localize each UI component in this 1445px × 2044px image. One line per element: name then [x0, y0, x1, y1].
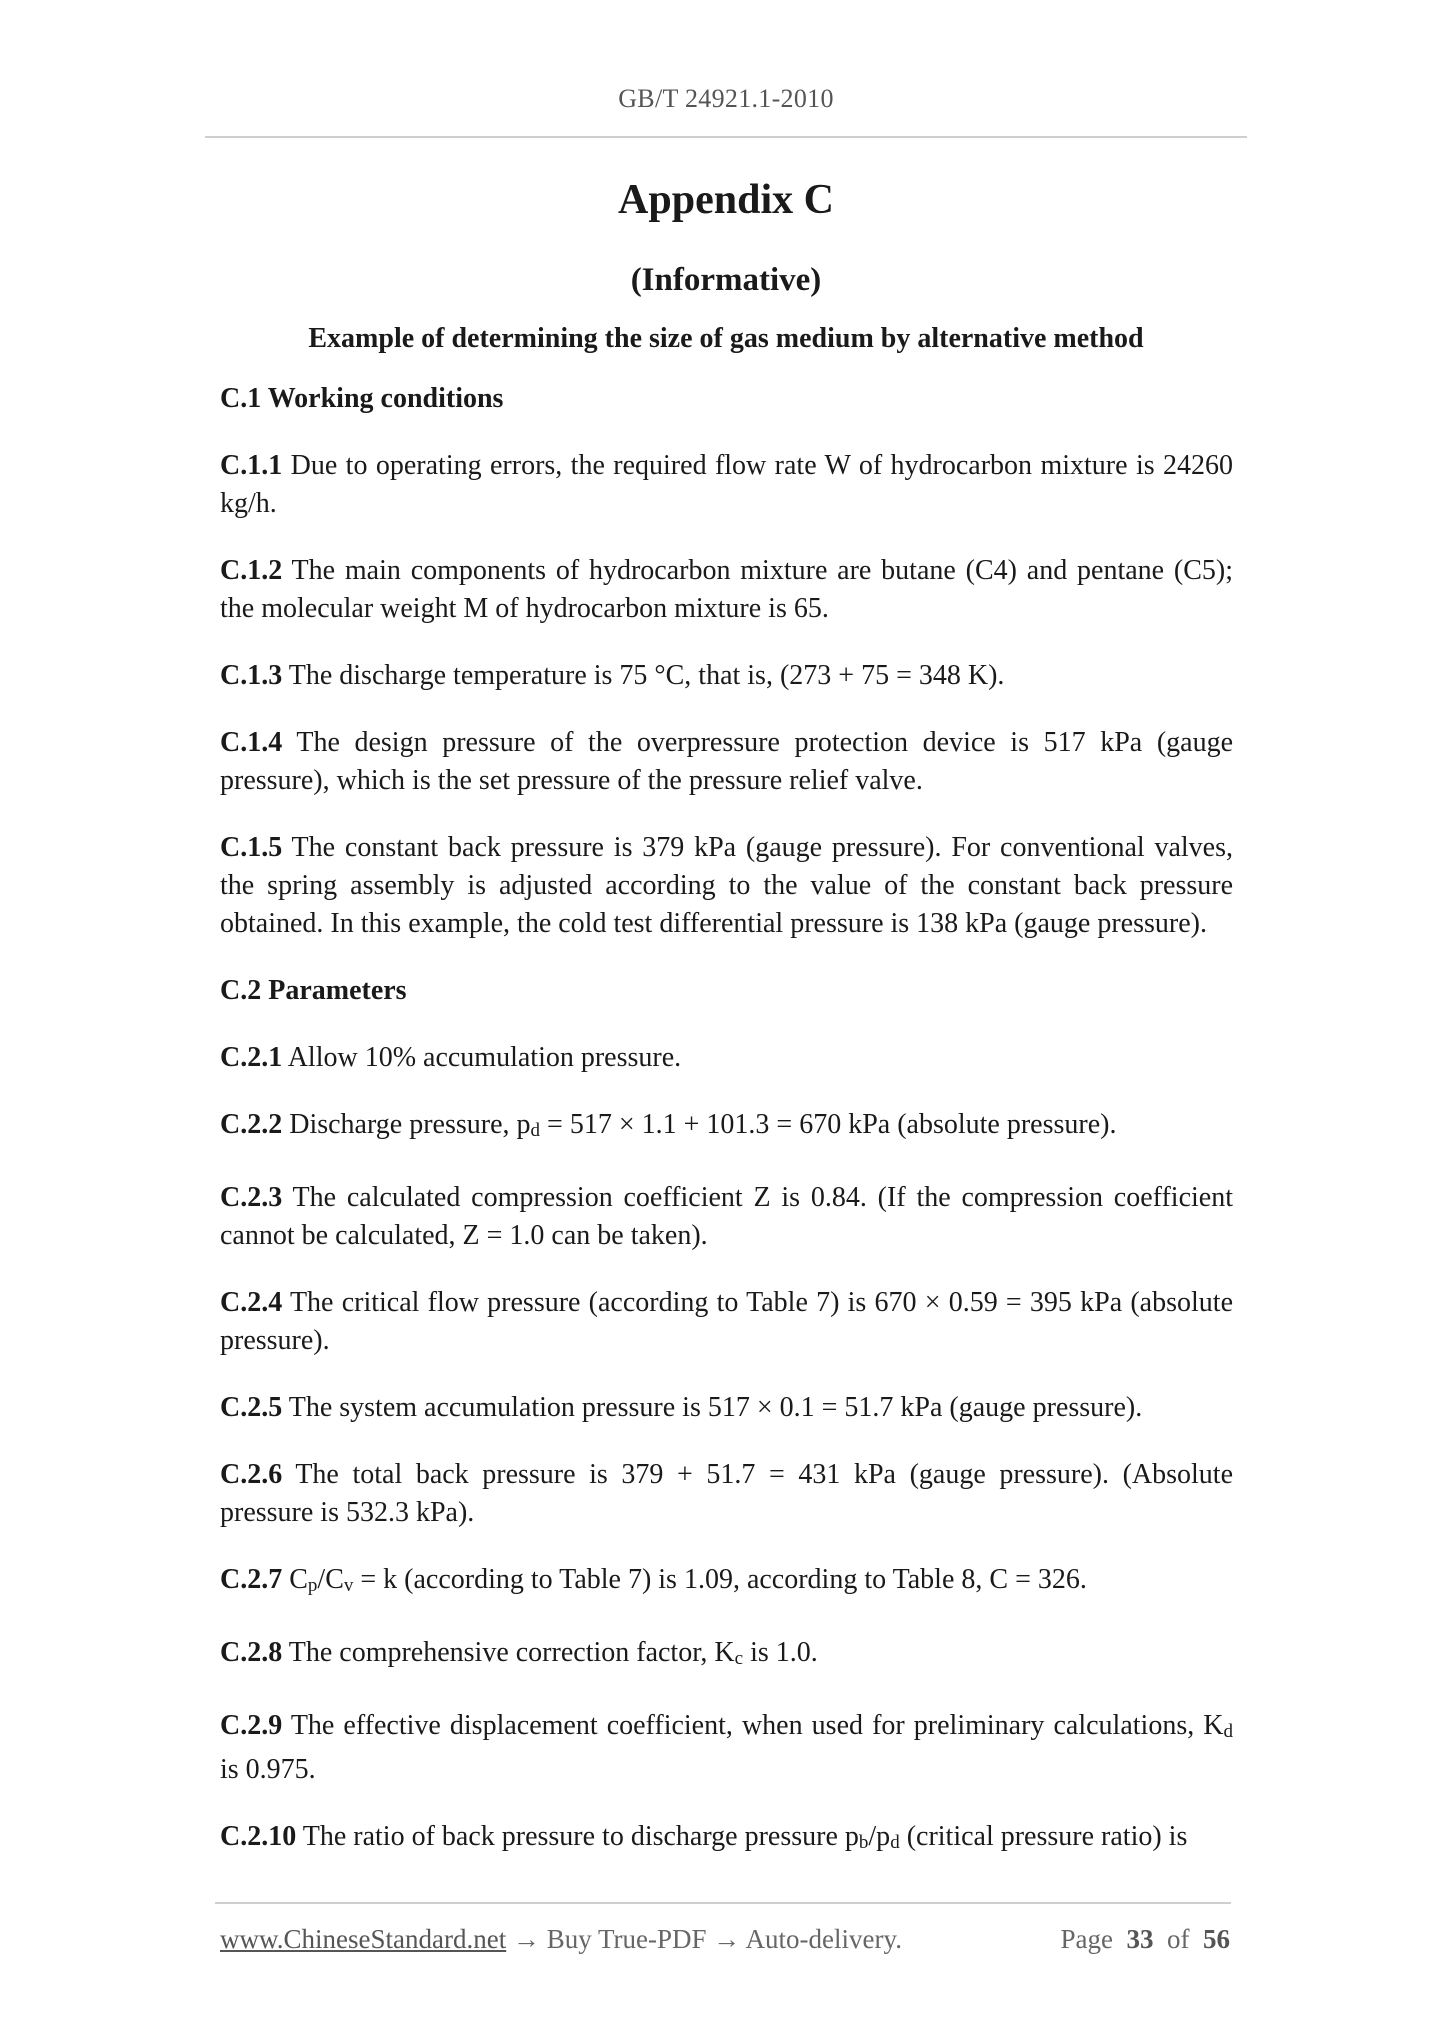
auto-delivery-text: Auto-delivery.	[740, 1924, 902, 1954]
clause-c-2-10	[220, 1818, 1233, 1862]
clause-text: The main components of hydrocarbon mixture are butane (C4) and pentane (C5); the molecular weight M of hydrocarbon mixture is 65.	[220, 555, 1233, 624]
header-doc-code: GB/T 24921.1-2010	[618, 84, 834, 113]
header-divider	[205, 136, 1247, 138]
subscript: d	[890, 1832, 900, 1853]
clause-text: The system accumulation pressure is 517 × 0.1 = 51.7 kPa (gauge pressure).	[288, 1392, 1143, 1423]
clause-text-pre: The ratio of back pressure to discharge pressure p	[302, 1821, 859, 1852]
section-heading-c2: C.2 Parameters	[220, 975, 407, 1006]
subscript: d	[1223, 1721, 1234, 1742]
clause-number: C.1.2	[220, 555, 283, 586]
website-link[interactable]: www.ChineseStandard.net	[220, 1924, 507, 1954]
page-total: 56	[1203, 1924, 1230, 1954]
clause-text: The design pressure of the overpressure protection device is 517 kPa (gauge pressure), which is the set pressure of the pressure relief valve.	[220, 727, 1233, 796]
clause-text: The discharge temperature is 75 °C, that is, (273 + 75 = 348 K).	[288, 660, 1005, 691]
clause-text-mid: /p	[868, 1821, 891, 1852]
clause-text-pre: The comprehensive correction factor, K	[288, 1637, 735, 1668]
clause-number: C.2.3	[220, 1182, 283, 1213]
clause-c-1-5	[220, 829, 1233, 943]
clause-number: C.2.1	[220, 1042, 283, 1073]
clause-number: C.2.5	[220, 1392, 283, 1423]
clause-c-2-3	[220, 1179, 1233, 1255]
footer-divider	[215, 1902, 1231, 1904]
clause-number: C.1.5	[220, 832, 283, 863]
clause-text-post: = 517 × 1.1 + 101.3 = 670 kPa (absolute pressure).	[540, 1109, 1117, 1140]
clause-number: C.2.9	[220, 1710, 283, 1741]
clause-c-2-4	[220, 1284, 1233, 1360]
clause-c-2-9	[220, 1707, 1233, 1789]
arrow-right-icon: →	[512, 1924, 540, 1954]
document-body	[220, 380, 1233, 1891]
clause-c-1-1	[220, 447, 1233, 523]
symbol-c: /C	[317, 1564, 344, 1595]
buy-text: Buy True-PDF	[539, 1924, 714, 1954]
page-subtitle: (Informative)	[630, 262, 822, 298]
symbol-c: C	[289, 1564, 308, 1595]
clause-text: Due to operating errors, the required flow rate W of hydrocarbon mixture is 24260 kg/h.	[220, 450, 1234, 519]
page-title: Appendix C	[618, 177, 834, 223]
clause-number: C.1.4	[220, 727, 283, 758]
clause-number: C.2.10	[220, 1821, 297, 1852]
page-number: 33	[1126, 1924, 1154, 1954]
clause-number: C.2.7	[220, 1564, 283, 1595]
clause-text-pre: Discharge pressure, p	[289, 1109, 531, 1140]
footer-promo	[220, 1924, 902, 1955]
subscript: d	[530, 1120, 541, 1141]
subscript: v	[343, 1575, 354, 1596]
clause-c-2-2	[220, 1106, 1233, 1150]
clause-text: The constant back pressure is 379 kPa (gauge pressure). For conventional valves, the spring assembly is adjusted according to the value of the constant back pressure obtained. In this example, the cold test differential pressure is 138 kPa (gauge pressure).	[220, 832, 1233, 939]
clause-c-2-7	[220, 1561, 1233, 1605]
clause-text-post: is 1.0.	[743, 1637, 818, 1668]
clause-text: The critical flow pressure (according to Table 7) is 670 × 0.59 = 395 kPa (absolute pressure).	[220, 1287, 1233, 1356]
arrow-right-icon: →	[713, 1924, 741, 1954]
clause-number: C.1.3	[220, 660, 283, 691]
clause-c-1-3	[220, 657, 1233, 695]
clause-c-2-1	[220, 1039, 1233, 1077]
clause-text-pre: The effective displacement coefficient, when used for preliminary calculations, K	[290, 1710, 1224, 1741]
clause-c-2-8	[220, 1634, 1233, 1678]
clause-text: Allow 10% accumulation pressure.	[287, 1042, 682, 1073]
clause-number: C.2.8	[220, 1637, 283, 1668]
subscript: c	[734, 1648, 744, 1669]
clause-c-2-5	[220, 1389, 1233, 1427]
page-indicator	[1061, 1924, 1230, 1955]
section-heading-c1: C.1 Working conditions	[220, 383, 504, 414]
of-label: of	[1167, 1924, 1190, 1954]
clause-c-1-4	[220, 724, 1233, 800]
clause-number: C.2.6	[220, 1459, 283, 1490]
clause-number: C.1.1	[220, 450, 283, 481]
clause-c-2-6	[220, 1456, 1233, 1532]
subscript: p	[307, 1575, 318, 1596]
subscript: b	[858, 1832, 869, 1853]
clause-c-1-2	[220, 552, 1233, 628]
clause-text: The total back pressure is 379 + 51.7 = 431 kPa (gauge pressure). (Absolute pressure is 532.3 kPa).	[220, 1459, 1233, 1528]
clause-number: C.2.4	[220, 1287, 283, 1318]
clause-number: C.2.2	[220, 1109, 283, 1140]
clause-text-post: = k (according to Table 7) is 1.09, according to Table 8, C = 326.	[353, 1564, 1087, 1595]
appendix-caption: Example of determining the size of gas medium by alternative method	[308, 323, 1144, 354]
clause-text: The calculated compression coefficient Z is 0.84. (If the compression coefficient cannot be calculated, Z = 1.0 can be taken).	[220, 1182, 1233, 1251]
clause-text-post: is 0.975.	[220, 1754, 316, 1785]
clause-text-post: (critical pressure ratio) is	[899, 1821, 1188, 1852]
page-label: Page	[1060, 1924, 1113, 1954]
